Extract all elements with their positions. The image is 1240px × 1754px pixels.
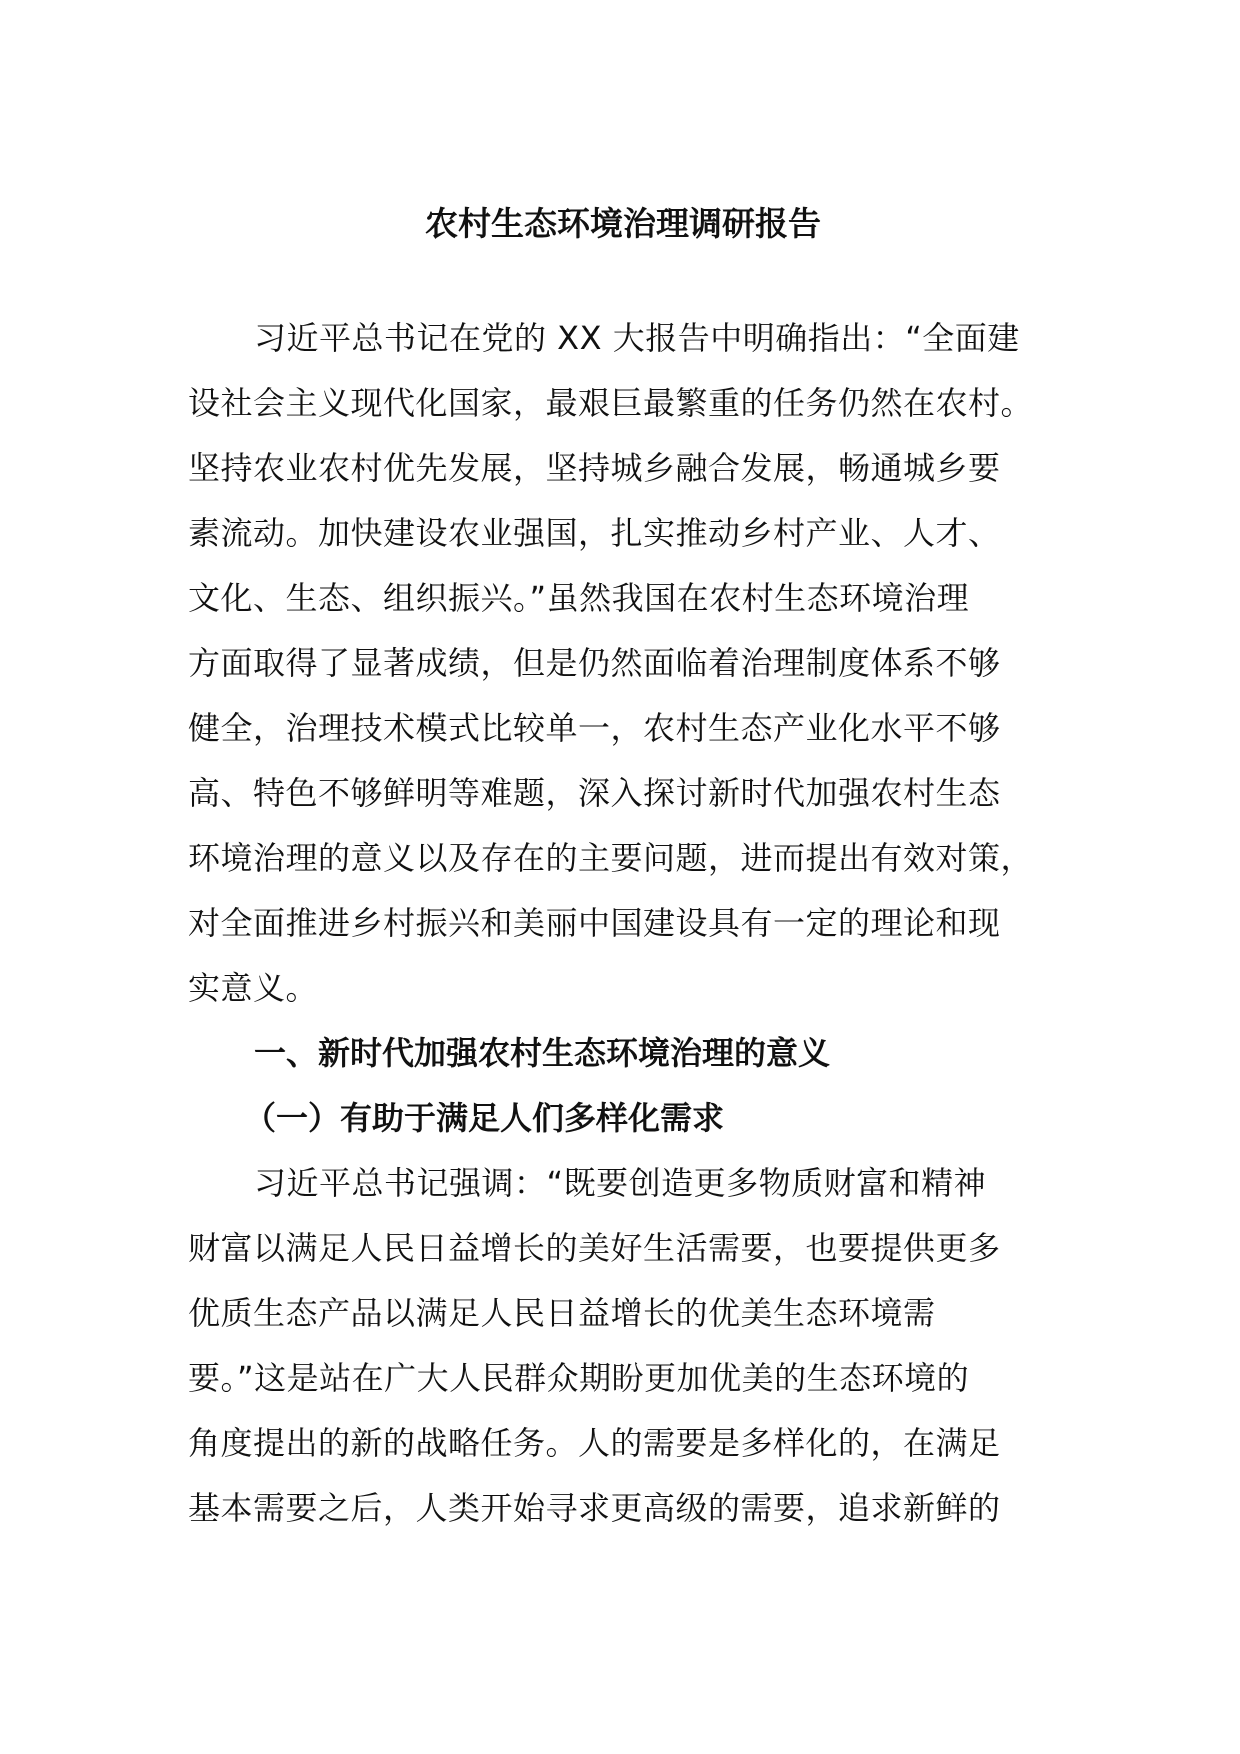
paragraph-line: 要。”这是站在广大人民群众期盼更加优美的生态环境的: [188, 1359, 970, 1397]
paragraph-line: 实意义。: [188, 969, 319, 1007]
document-body: [188, 200, 1058, 1541]
paragraph-line: 角度提出的新的战略任务。人的需要是多样化的，在满足: [188, 1424, 1001, 1462]
paragraph-line: 习近平总书记在党的 XX 大报告中明确指出：“全面建: [254, 319, 1020, 357]
subsection-heading: （一）有助于满足人们多样化需求: [244, 1099, 725, 1137]
intro-paragraph: [188, 306, 1058, 1021]
paragraph-line: 财富以满足人民日益增长的美好生活需要，也要提供更多: [188, 1229, 1001, 1267]
section-heading: 一、新时代加强农村生态环境治理的意义: [254, 1034, 831, 1072]
paragraph-line: 设社会主义现代化国家，最艰巨最繁重的任务仍然在农村。: [188, 384, 1034, 422]
title-spacing: [188, 248, 1058, 306]
paragraph-line: 对全面推进乡村振兴和美丽中国建设具有一定的理论和现: [188, 904, 1001, 942]
paragraph-line: 高、特色不够鲜明等难题，深入探讨新时代加强农村生态: [188, 774, 1001, 812]
paragraph-line: 健全，治理技术模式比较单一，农村生态产业化水平不够: [188, 709, 1001, 747]
subsection-paragraph: [188, 1151, 1058, 1541]
paragraph-line: 素流动。加快建设农业强国，扎实推动乡村产业、人才、: [188, 514, 1001, 552]
paragraph-line: 文化、生态、组织振兴。”虽然我国在农村生态环境治理: [188, 579, 970, 617]
paragraph-line: 环境治理的意义以及存在的主要问题，进而提出有效对策，: [188, 839, 1034, 877]
paragraph-line: 基本需要之后，人类开始寻求更高级的需要，追求新鲜的: [188, 1489, 1001, 1527]
paragraph-line: 方面取得了显著成绩，但是仍然面临着治理制度体系不够: [188, 644, 1001, 682]
paragraph-line: 优质生态产品以满足人民日益增长的优美生态环境需: [188, 1294, 936, 1332]
document-title: 农村生态环境治理调研报告: [425, 204, 821, 243]
paragraph-line: 坚持农业农村优先发展，坚持城乡融合发展，畅通城乡要: [188, 449, 1001, 487]
paragraph-line: 习近平总书记强调：“既要创造更多物质财富和精神: [254, 1164, 987, 1202]
